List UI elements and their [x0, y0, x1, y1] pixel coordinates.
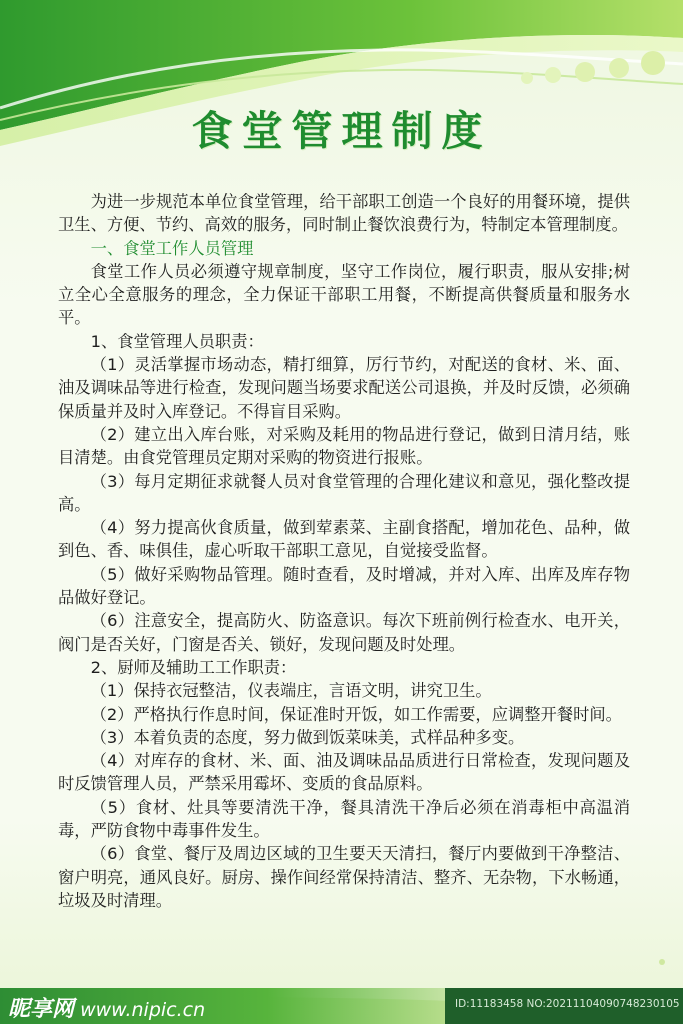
paragraph: （3）本着负责的态度，努力做到饭菜味美，式样品种多变。: [90, 727, 525, 747]
paragraph: （5）做好采购物品管理。随时查看，及时增减，并对入库、出库及库存物品做好登记。: [58, 564, 630, 608]
paragraph: （5）食材、灶具等要清洗干净，餐具清洗干净后必须在消毒柜中高温消毒，严防食物中毒事件发生。: [58, 797, 630, 841]
paragraph: （1）保持衣冠整洁，仪表端庄，言语文明，讲究卫生。: [90, 681, 492, 701]
paragraph: （6）注意安全，提高防火、防盗意识。每次下班前例行检查水、电开关，阀门是否关好，门窗是否关、锁好，发现问题及时处理。: [58, 611, 630, 654]
watermark-url: www.nipic.cn: [80, 999, 206, 1021]
paragraph: 1、食堂管理人员职责：: [90, 331, 264, 351]
paragraph: 2、厨师及辅助工工作职责：: [90, 657, 297, 677]
footer-watermark-band: [0, 988, 445, 1024]
paragraph: （4）努力提高伙食质量，做到荤素菜、主副食搭配，增加花色、品种，做到色、香、味俱佳，虚心听取干部职工意见，自觉接受监督。: [58, 518, 630, 561]
section-heading: 一、食堂工作人员管理: [90, 238, 254, 258]
paragraph: （6）食堂、餐厅及周边区域的卫生要天天清扫，餐厅内要做到干净整洁、窗户明亮，通风良好。厨房、操作间经常保持清洁、整齐、无杂物，下水畅通，垃圾及时清理。: [58, 844, 630, 910]
regulation-body: [58, 190, 630, 912]
paragraph: 为进一步规范本单位食堂管理，给干部职工创造一个良好的用餐环境，提供卫生、方便、节约、高效的服务，同时制止餐饮浪费行为，特制定本管理制度。: [58, 192, 630, 235]
watermark-brand: 昵享网: [8, 997, 75, 1022]
image-id-text: ID:11183458 NO:20211104090748230105: [455, 998, 680, 1010]
page-title: 食堂管理制度: [191, 107, 492, 155]
paragraph: （2）建立出入库台账，对采购及耗用的物品进行登记，做到日清月结，账目清楚。由食党管理员定期对采购的物资进行报账。: [58, 424, 630, 468]
paragraph: （2）严格执行作息时间，保证准时开饭，如工作需要，应调整开餐时间。: [90, 704, 622, 724]
paragraph: （4）对库存的食材、米、面、油及调味品品质进行日常检查，发现问题及时反馈管理人员，严禁采用霉坏、变质的食品原料。: [58, 751, 630, 794]
paragraph: （1）灵活掌握市场动态，精打细算，厉行节约，对配送的食材、米、面、油及调味品等进行检查，发现问题当场要求配送公司退换，并及时反馈，必须确保质量并及时入库登记。不得盲目采购。: [58, 355, 630, 421]
watermark-site: [8, 992, 205, 1023]
paragraph: 食堂工作人员必须遵守规章制度，坚守工作岗位，履行职责，服从安排;树立全心全意服务的理念，全力保证干部职工用餐，不断提高供餐质量和服务水平。: [58, 261, 630, 328]
footer-bar: [0, 988, 683, 1024]
paragraph: （3）每月定期征求就餐人员对食堂管理的合理化建议和意见，强化整改提高。: [58, 471, 630, 514]
